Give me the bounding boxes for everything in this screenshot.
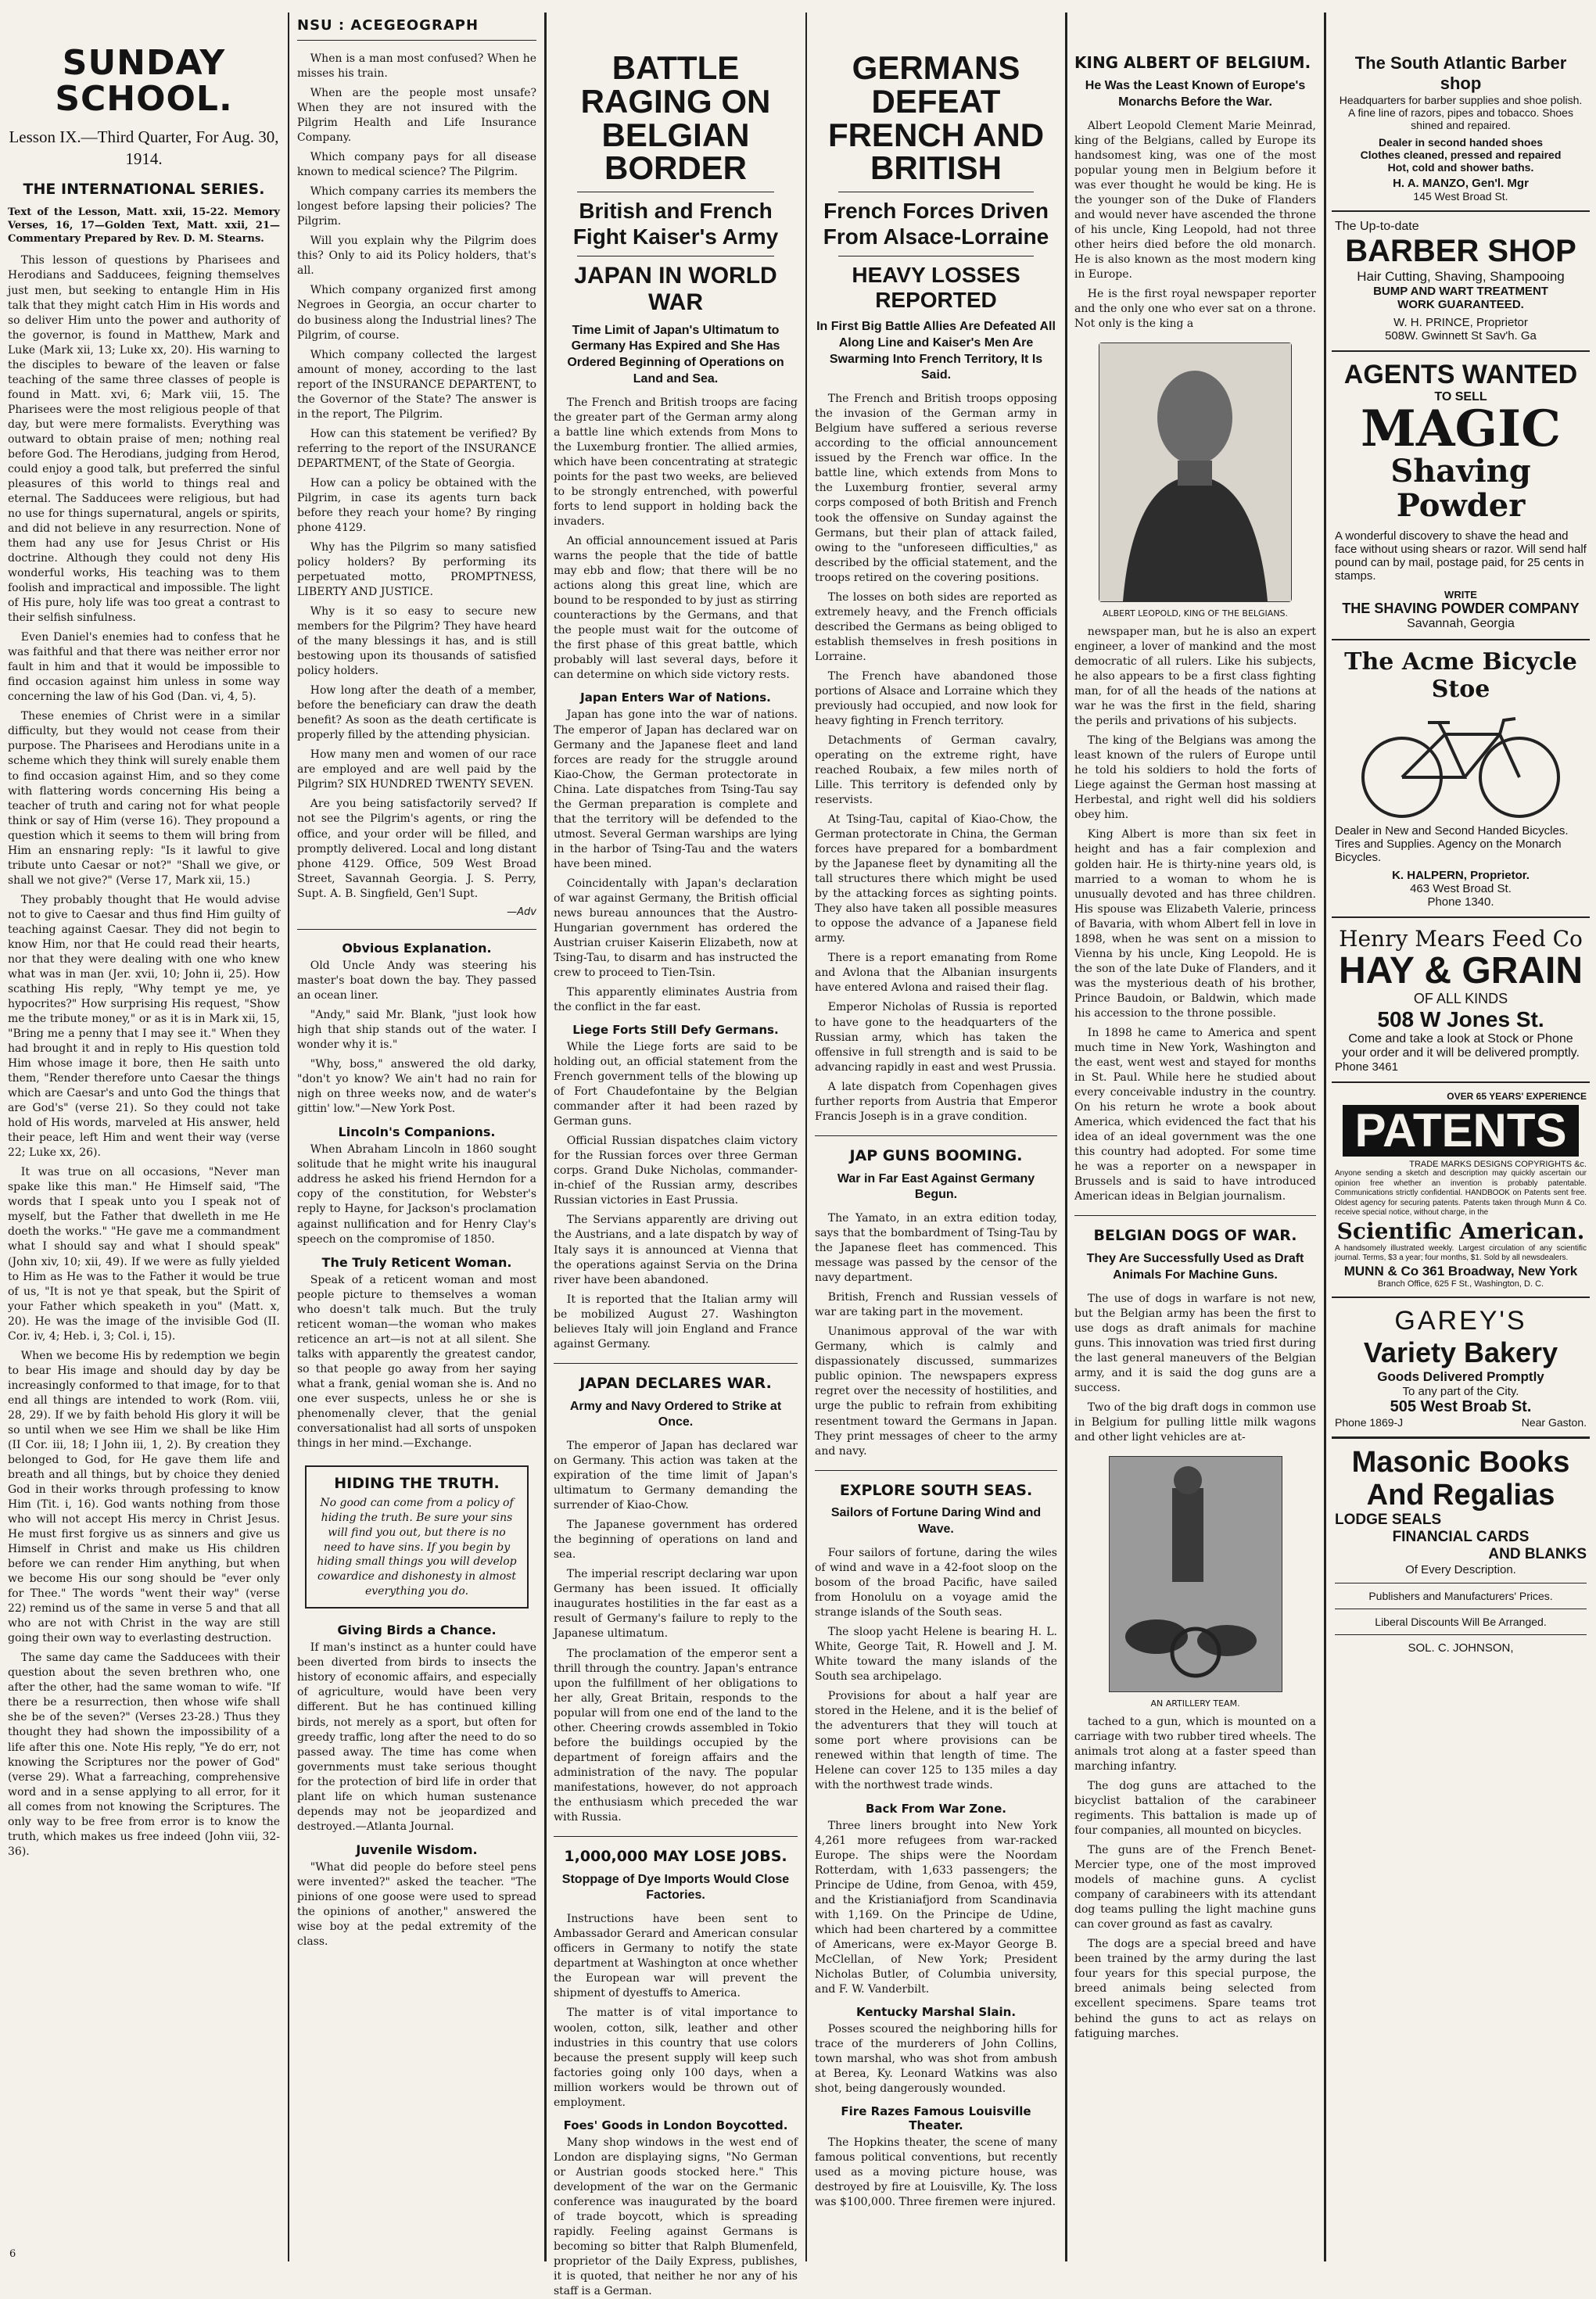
liege-paragraph: Official Russian dispatches claim victory for the Russian forces over three German corps. Grand Duke Nicholas, commander-in-chief of the Russian army, describes Russian victories in East Prussia. — [554, 1135, 798, 1207]
theater-paragraph: The Hopkins theater, the scene of many famous political conventions, but recently used as a moving picture house, was destroyed by fire at Louisville, Ky. The loss was $100,000. Three firemen were injured. — [815, 2136, 1057, 2209]
ad2-line3: WORK GUARANTEED. — [1397, 298, 1524, 311]
ad3-head: AGENTS WANTED — [1343, 360, 1578, 389]
ad8-line1: LODGE SEALS — [1335, 1512, 1442, 1529]
pilgrim-paragraph: How long after the death of a member, before the beneficiary can draw the death benefit? As soon as the death certificate is properly filled by the attending physician. — [297, 684, 536, 742]
ad7-near: Near Gaston. — [1521, 1415, 1587, 1429]
ad8-line4: Of Every Description. — [1405, 1563, 1516, 1577]
germans-headline: GERMANS DEFEAT FRENCH AND BRITISH — [827, 49, 1045, 187]
pilgrim-paragraph: Will you explain why the Pilgrim does this? Only to aid its Policy holders, that's all. — [297, 235, 536, 278]
battle-headline: BATTLE RAGING ON BELGIAN BORDER — [580, 49, 771, 187]
south-seas-title: EXPLORE SOUTH SEAS. — [839, 1481, 1033, 1499]
germans-paragraph: The French and British troops opposing the invasion of the German army in Belgium have suffered a serious reverse according to the official announcement issued by the French war office. In the battle line, which extends from Mons to the Luxemburg frontier, several army corps composed of both British and French took the offensive on Sunday against the Germans, but their plan of attack failed, owing to the "unforeseen difficulties," as described by the official statement, and the troops retired on the covering positions. — [815, 393, 1057, 584]
war-zone-paragraph: Three liners brought into New York 4,261 more refugees from war-racked Europe. The ships were the Noordam Rotterdam, with 1,633 passengers; the Principe de Udine, from Genoa, with 459, and the Kristianiafjord from Scandinavia with 1,169. On the Principe de Udine, which had been chartered by a committee of Americans, were ex-Mayor George B. McClellan, of New York; President Nicholas Butler, of Columbia university, and F. W. Vanderbilt. — [815, 1819, 1057, 1996]
pilgrim-paragraph: Which company pays for all disease known to medical science? The Pilgrim. — [297, 151, 536, 179]
marshal-title: Kentucky Marshal Slain. — [855, 2004, 1017, 2019]
king-albert-headline: KING ALBERT OF BELGIUM. — [1074, 53, 1311, 72]
artillery-icon — [1110, 1457, 1282, 1691]
ad6-firm: MUNN & Co 361 Broadway, New York — [1343, 1263, 1578, 1279]
ad7-line1: Goods Delivered Promptly — [1377, 1368, 1544, 1384]
south-seas-paragraph: Four sailors of fortune, daring the wiles of wind and wave in a 42-foot sloop on the bosom of the broad Pacific, have sailed from Honolulu on a voyage amid the strange islands of the South seas. — [815, 1547, 1057, 1619]
germans-paragraph: A late dispatch from Copenhagen gives further reports from Austria that Emperor Francis Joseph is in a grave condition. — [815, 1080, 1057, 1123]
lesson-paragraph: The same day came the Sadducees with their question about the seven brethren who, one after the other, had the same woman to wife. "If there be a resurrection, then whose wife shall she be of the seven?" (Verses 23-28.) Thus they thought they had shown the impossibility of a life after this one. Note His reply, "Ye do err, not knowing the Scriptures nor the power of God" (verse 29). What a farreaching, comprehensive word and in a sense applying to all error, for it all comes from not knowing the Scriptures. The only way to be free from error is to know the truth, which makes us free indeed (John viii, 32-36). — [8, 1652, 280, 1858]
declares-paragraph: The imperial rescript declaring war upon Germany has been issued. It officially inaugurates hostilities in the far east as a result of Germany's failure to reply to the Japanese ultimatum. — [554, 1568, 798, 1641]
ad5-address: 508 W Jones St. — [1377, 1007, 1544, 1032]
ad5-title: Henry Mears Feed Co — [1339, 926, 1583, 952]
ad6-branch: Branch Office, 625 F St., Washington, D. C. — [1377, 1279, 1544, 1289]
king-albert-deck: He Was the Least Known of Europe's Monarchs Before the War. — [1085, 79, 1306, 109]
jobs-title: 1,000,000 MAY LOSE JOBS. — [564, 1847, 787, 1865]
pilgrim-paragraph: Why is it so easy to secure new members for the Pilgrim? They have heard of the many blessings it has, and is still bestowing upon its thousands of satisfied policy holders. — [297, 605, 536, 678]
liege-paragraph: It is reported that the Italian army will be mobilized August 27. Washington believes Italy will join England and France against Germany. — [554, 1293, 798, 1350]
pilgrim-paragraph: Which company collected the largest amount of money, according to the last report of the INSURANCE DEPARTENT, to the Governor of the State? The answer is in the report, The Pilgrim. — [297, 348, 536, 421]
ad4-title: The Acme Bicycle Stoe — [1344, 648, 1577, 703]
ad7-title: GAREY'S — [1394, 1305, 1527, 1336]
boycott-title: Foes' Goods in London Boycotted. — [563, 2118, 788, 2132]
ad3-company: THE SHAVING POWDER COMPANY — [1342, 601, 1580, 616]
ad-acme-bicycle — [1332, 639, 1590, 916]
king-paragraph: Albert Leopold Clement Marie Meinrad, king of the Belgians, called by Europe its handsomest king, was one of the most popular young men in Belgium before it was ever thought he would be king. He is the younger son of the Duke of Flanders and would never have ascended the throne of his uncle, King Leopold, had not three other heirs died before the old monarch. He is also known as the most modern king in Europe. — [1074, 119, 1316, 281]
hiding-text: No good can come from a policy of hiding the truth. Be sure your sins will find you out, but there is no need to have sins. If you begin by hiding small things you will develop cowardice and dishonesty in almost everything you do. — [317, 1496, 517, 1598]
column-ads — [1325, 14, 1596, 2260]
ad2-title: BARBER SHOP — [1345, 234, 1576, 268]
lesson-paragraph: These enemies of Christ were in a similar difficulty, but they would not cease from their purpose. The Pharisees and Herodians unite in a scheme which they think will surely enable them to find occasion against Him, and so they come with flattering words concerning His being a teacher of truth and caring not for what people think or say of Him (verse 16). They propound a question which it seems to them will bring from Him an ensnaring reply: "Is it lawful to give tribute unto Caesar or not?" "Shall we give, or shall we not give?" (Verse 17, Mark xii, 15.) — [8, 710, 280, 887]
jap-guns-paragraph: Unanimous approval of the war with Germany, which is calmly and dispassionately discussed, summarizes public opinion. The newspapers express regret over the necessity of hostilities, and urge the public to refrain from exhibiting resentment toward the Germans in Japan. They print messages of cheer to the army and navy. — [815, 1325, 1057, 1458]
ad1-address: 145 West Broad St. — [1413, 190, 1508, 203]
birds-title: Giving Birds a Chance. — [337, 1623, 497, 1638]
jobs-deck: Stoppage of Dye Imports Would Close Factories. — [561, 1872, 790, 1903]
ad-barber-south-atlantic — [1332, 14, 1590, 210]
boycott-paragraph: Many shop windows in the west end of London are displaying signs, "No German or Austrian goods stocked here." This development of the war on the Germanic conference was inaugurated by the board of trade boycott, which is spreading rapidly. Feeling against Germans is becoming so bitter that Ralph Blumenfeld, proprietor of the Daily Express, publishes, it is quoted, that neither he nor any of his staff is a German. — [554, 2136, 798, 2297]
japan-paragraph: Japan has gone into the war of nations. The emperor of Japan has declared war on Germany and the Japanese fleet and land forces are ready for the struggle around Kiao-Chow, the German protectorate in China. Late dispatches from Tsing-Tau say the German preparation is complete and that the territory will be defended to the utmost. Several German warships are lying in the harbor of Tsing-Tau and the waters have been mined. — [554, 708, 798, 870]
column-pilgrim — [289, 14, 544, 2260]
ad3-to-sell: TO SELL — [1434, 390, 1487, 403]
ad2-address: 508W. Gwinnett St Sav'h. Ga — [1385, 329, 1537, 343]
obvious-paragraph: "Why, boss," answered the old darky, "don't yo know? We ain't had no rain for nigh on three weeks now, and de water's gittin' low."—New York Post. — [297, 1058, 536, 1116]
jobs-paragraph: The matter is of vital importance to woolen, cotton, silk, leather and other industries in this country that use colors because the present supply will keep such factories going only 100 days, when a million workers would be thrown out of employment. — [554, 2007, 798, 2109]
pilgrim-paragraph: Why has the Pilgrim so many satisfied policy holders? By performing its perpetuated motto, PROMPTNESS, LIBERTY AND JUSTICE. — [297, 540, 536, 599]
liege-paragraph: The Servians apparently are driving out the Austrians, and a late dispatch by way of Italy says it is announced at Vienna that the operations against Servia on the Drina river have been abandoned. — [554, 1214, 798, 1286]
ad-magic-shaving-powder — [1332, 350, 1590, 639]
king-paragraph: In 1898 he came to America and spent much time in New York, Washington and the east, went west and stayed for months in St. Paul. While here he studied about every conceivable industry in the country. On his return he wrote a book about America, which evidenced the fact that his idea of an ideal government was the one this country had adopted. For some time he was a reporter on a newspaper in Brussels and is said to have introduced American ideas in Belgian journalism. — [1074, 1026, 1316, 1203]
lesson-line: Lesson IX.—Third Quarter, For Aug. 30, 1914. — [9, 127, 279, 168]
ad7-sub: Variety Bakery — [1363, 1336, 1558, 1368]
japan-paragraph: Coincidentally with Japan's declaration of war against Germany, the British official news bureau announces that the Austro-Hungarian government has ordered the Austrian cruiser Kaiserin Elizabeth, now at Tsing-Tau, to disarm and has instructed the crew to proceed to Tien-Tsin. — [554, 877, 798, 979]
dogs-paragraph: The guns are of the French Benet-Mercier type, one of the most improved models of machine guns. A cyclist company of carabineers with its attendant dog teams pulling the light machine guns can cover ground as fast as cavalry. — [1074, 1844, 1316, 1931]
jobs-paragraph: Instructions have been sent to Ambassador Gerard and American consular officers in Germany to notify the state department at Washington at once whether the European war will prevent the shipment of dyestuffs to America. — [554, 1913, 798, 2000]
ad1-line: Dealer in second handed shoes — [1378, 136, 1544, 149]
hiding-title: HIDING THE TRUTH. — [334, 1475, 500, 1493]
ad1-owner: H. A. MANZO, Gen'l. Mgr — [1393, 177, 1529, 190]
king-albert-portrait — [1099, 343, 1292, 602]
king-paragraph: King Albert is more than six feet in height and has a fair complexion and golden hair. He is thirty-nine years old, is married to a woman to whom he is unusually devoted and has three children. His spouse was Elizabeth Valerie, princess of Bavaria, with whom Albert fell in love in 1898, when he was sent on a mission to Vienna by his uncle, King Leopold. He is the son of the late Duke of Flanders, and it was the mysterious death of his brother, Prince Baudoin, or Baldwin, which made his accession to the throne possible. — [1074, 828, 1316, 1020]
japan-paragraph: This apparently eliminates Austria from the conflict in the far east. — [554, 986, 798, 1014]
reticent-title: The Truly Reticent Woman. — [321, 1254, 512, 1270]
juvenile-title: Juvenile Wisdom. — [356, 1842, 478, 1857]
ad-patents — [1332, 1081, 1590, 1297]
battle-sub1: British and French Fight Kaiser's Army — [572, 199, 779, 249]
battle-sub2: JAPAN IN WORLD WAR — [574, 262, 777, 316]
ad4-text: Dealer in New and Second Handed Bicycles. Tires and Supplies. Agency on the Monarch Bicycles. — [1335, 824, 1569, 864]
japan-declares-deck: Army and Navy Ordered to Strike at Once. — [569, 1399, 782, 1429]
lesson-paragraph: Even Daniel's enemies had to confess that he was faithful and that there was neither error nor fault in him and that it would be impossible to find occasion against him unless in some way concerning the law of his God (Dan. vi, 4, 5). — [8, 631, 280, 704]
ad1-line: Clothes cleaned, pressed and repaired — [1360, 149, 1562, 161]
ad8-line3: AND BLANKS — [1488, 1546, 1587, 1563]
column-battle — [546, 14, 805, 2297]
germans-paragraph: At Tsing-Tau, capital of Kiao-Chow, the German protectorate in China, the German forces have prepared for a bombardment by the Japanese fleet by dynamiting all the tall structures there which might be used by the attacking forces as sighting points. They also have taken all possible measures to oppose the advance of a Japanese field army. — [815, 813, 1057, 945]
ad6-text2: A handsomely illustrated weekly. Largest circulation of any scientific journal. Terms, $3 a year; four months, $1. Sold by all newsdealers. — [1335, 1243, 1587, 1263]
ad8-title2: And Regalias — [1366, 1478, 1555, 1512]
ad8-title1: Masonic Books — [1351, 1445, 1570, 1479]
lesson-paragraph: It was true on all occasions, "Never man spake like this man." He Himself said, "The words that I speak unto you I speak not of myself, but the Father that dwelleth in me He doeth the works." "He gave me a commandment what I should say and what I should speak" (John xiv, 10; xii, 49). If we were as fully yielded to Him as He was to the Father it would be true of us, "It is not ye that speak, but the Spirit of your Father which speaketh in you" (Matt. x, 20). He was the image of the invisible God (II. Cor. iv, 4; Heb. i, 3; Col. i, 15). — [8, 1166, 280, 1343]
ad-garey-bakery — [1332, 1297, 1590, 1436]
germans-paragraph: Emperor Nicholas of Russia is reported to have gone to the headquarters of the Russian army, which has taken the offensive in full strength and is said to be advancing rapidly in east and west Prussia. — [815, 1001, 1057, 1074]
ad1-title: The South Atlantic Barber shop — [1354, 53, 1567, 93]
pilgrim-paragraph: How can this statement be verified? By referring to the report of the INSURANCE DEPARTMENT, of the State of Georgia. — [297, 427, 536, 470]
ad8-line6: Liberal Discounts Will Be Arranged. — [1375, 1616, 1547, 1629]
ad2-line1: Hair Cutting, Shaving, Shampooing — [1357, 269, 1565, 284]
birds-paragraph: If man's instinct as a hunter could have been diverted from birds to insects the history of economic affairs, and especially of agriculture, would have been very different. But he has continued killing birds, not merely as a sport, but often for greedy traffic, long after the need to do so passed away. The time has come when governments must take serious thought for the protection of bird life in order that plant life on which human sustenance depends may not be jeopardized and destroyed.—Atlanta Journal. — [297, 1641, 536, 1833]
ad-henry-mears-feed — [1332, 916, 1590, 1081]
germans-paragraph: There is a report emanating from Rome and Avlona that the Albanian insurgents have entered Avlona and raised their flag. — [815, 952, 1057, 995]
jap-guns-paragraph: The Yamato, in an extra edition today, says that the bombardment of Tsing-Tau by the Japanese fleet has commenced. This message was passed by the censor of the navy department. — [815, 1212, 1057, 1285]
germans-paragraph: Detachments of German cavalry, operating on the extreme right, have reached Roubaix, a few miles north of Lille. This territory is defended only by reservists. — [815, 733, 1057, 807]
germans-paragraph: The losses on both sides are reported as extremely heavy, and the French officials described the Germans as being obliged to establish themselves in fresh positions in Lorraine. — [815, 590, 1057, 663]
ad7-address: 505 West Broab St. — [1390, 1397, 1532, 1415]
ad7-contact-row — [1335, 1416, 1587, 1429]
dogs-title: BELGIAN DOGS OF WAR. — [1093, 1227, 1297, 1245]
declares-paragraph: The Japanese government has ordered the beginning of operations on land and sea. — [554, 1519, 798, 1562]
juvenile-paragraph: "What did people do before steel pens were invented?" asked the teacher. "The pinions of one goose were used to spread the opinions of another," answered the wise boy at the pedal extremity of the class. — [297, 1860, 536, 1949]
king-paragraph: newspaper man, but he is also an expert engineer, a lover of mankind and the most democratic of all rulers. Like his subjects, he also appears to be a first class fighting man, for of all the heads of the nations at war he was the first in the field, sharing the perils and privations of his subjects. — [1074, 626, 1316, 728]
column-germans — [807, 14, 1065, 2260]
ad3-city: Savannah, Georgia — [1407, 617, 1515, 630]
ad2-pre: The Up-to-date — [1335, 220, 1419, 233]
adv-label: —Adv — [507, 906, 536, 918]
germans-sub1: French Forces Driven From Alsace-Lorraine — [823, 199, 1049, 249]
ad8-owner: SOL. C. JOHNSON, — [1408, 1641, 1514, 1655]
king-paragraph: He is the first royal newspaper reporter and the only one who ever sat on a throne. Not only is the king a — [1074, 287, 1316, 330]
artillery-caption: AN ARTILLERY TEAM. — [1150, 1698, 1240, 1709]
ad4-owner: K. HALPERN, Proprietor. — [1392, 869, 1530, 882]
liege-title: Liege Forts Still Defy Germans. — [572, 1023, 779, 1038]
ad5-kinds: OF ALL KINDS — [1413, 991, 1508, 1007]
pilgrim-paragraph: Are you being satisfactorily served? If not see the Pilgrim's agents, or ring the office, and your order will be filled, and promptly delivered. Local and long distant phone 4129. Office, 509 West Broad Street, Savannah Georgia. J. S. Perry, Supt. A. B. Singfield, Gen'l Supt. — [297, 798, 536, 900]
dogs-paragraph: The dog guns are attached to the bicyclist battalion of the carabineer regiments. This battalion is made up of four companies, all mounted on bicycles. — [1074, 1780, 1316, 1838]
dogs-deck: They Are Successfully Used as Draft Animals For Machine Guns. — [1086, 1252, 1304, 1282]
artillery-team-photo — [1109, 1456, 1282, 1692]
pilgrim-paragraph: Which company organized first among Negroes in Georgia, an occur charter to do business along the Industrial lines? The Pilgrim, of course. — [297, 284, 536, 342]
ad3-title1: MAGIC — [1360, 400, 1562, 458]
ad3-title2: Shaving Powder — [1390, 453, 1531, 524]
dogs-paragraph: The use of dogs in warfare is not new, but the Belgian army has been the first to use dogs as draft animals for machine guns. This innovation was tried first during the last general maneuvers of the Belgian army, and it is said the dog guns are a success. — [1074, 1292, 1316, 1394]
ad6-title: PATENTS — [1343, 1105, 1579, 1157]
hiding-truth-box — [305, 1465, 529, 1609]
pilgrim-paragraph: How many men and women of our race are employed and are well paid by the Pilgrim? SIX HUNDRED TWENTY SEVEN. — [297, 748, 536, 791]
lesson-paragraph: When we become His by redemption we begin to bear His image and should day by day be increasingly conformed to that image, for to that end all things are intended to work (Rom. viii, 28, 29). If we by faith behold His glory it will be so until when we see Him we shall be like Him (II Cor. iii, 18; I John iii, 1, 2). By creation they belonged to God, for He gave them life and breath and all things, but by choice they denied God in their works through professing to know Him (Tit. i, 16). God wants nothing from those who will not accept His mercy in Christ Jesus. He must first forgive us as sinners and give us Himself in Christ and make us His children before we can render Him anything, but when we become His our song should be "ever only for Thee." The words "went their way" (verse 22) remind us of the same in verse 5 and that all who are not with Christ in the way are still going their own way to everlasting destruction. — [8, 1349, 280, 1645]
ad6-paper: Scientific American. — [1336, 1218, 1585, 1244]
dogs-paragraph: The dogs are a special breed and have been trained by the army during the last four years for this special purpose, the breed animals being selected from excellent specimens. Spare teams trot behind the guns to act as relays on fatiguing marches. — [1074, 1938, 1316, 2040]
dogs-paragraph: tached to a gun, which is mounted on a carriage with two rubber tired wheels. The animals trot along at a faster speed than marching infantry. — [1074, 1715, 1316, 1774]
pilgrim-paragraph: When is a man most confused? When he misses his train. — [297, 52, 536, 81]
portrait-icon — [1099, 343, 1291, 601]
column-king-albert — [1067, 14, 1324, 2260]
jap-guns-deck: War in Far East Against Germany Begun. — [837, 1171, 1035, 1202]
theater-title: Fire Razes Famous Louisville Theater. — [841, 2104, 1031, 2133]
ad1-line: Headquarters for barber supplies and shoe polish. A fine line of razors, pipes and tobacco. Shoes shined and repaired. — [1339, 94, 1583, 131]
ad5-text: Come and take a look at Stock or Phone your order and it will be delivered promptly. — [1342, 1032, 1580, 1060]
ad5-big: HAY & GRAIN — [1338, 950, 1583, 992]
liege-paragraph: While the Liege forts are said to be holding out, an official statement from the French government tells of the blowing up of Fort Chaudefontaine by the Belgian commander after it had been razed by German guns. — [554, 1041, 798, 1128]
ad4-phone: Phone 1340. — [1427, 895, 1494, 909]
ad8-line5: Publishers and Manufacturers' Prices. — [1368, 1590, 1553, 1603]
marshal-paragraph: Posses scoured the neighboring hills for trace of the murderers of John Collins, town marshal, who was shot from ambush at Berea, Ky. Leonard Watkins was also shot, being dangerously wounded. — [815, 2022, 1057, 2095]
germans-sub2: HEAVY LOSSES REPORTED — [852, 262, 1020, 312]
declares-paragraph: The proclamation of the emperor sent a thrill through the country. Japan's entrance upon the fulfillment of her obligations to her ally, Great Britain, responds to the popular will from one end of the land to the other. Cheering crowds assembled in Tokio before the buildings occupied by the department of foreign affairs and the administration of the navy. The popular manifestations, however, do not approach the enthusiasm which preceded the war with Russia. — [554, 1647, 798, 1824]
ad7-line2: To any part of the City. — [1402, 1384, 1519, 1398]
dogs-paragraph: Two of the big draft dogs in common use in Belgium for pulling little milk wagons and other light vehicles are at- — [1074, 1401, 1316, 1444]
reticent-paragraph: Speak of a reticent woman and most people picture to themselves a woman who doesn't talk much. But the truly reticent woman—the woman who makes reticence an art—is not at all silent. She talks with apparently the greatest candor, so that people go away from her saying what a frank, genial woman she is. And no one ever suspects, unless he or she is phenomenally clever, that the genial conversationalist had all sorts of unspoken things in her mind.—Exchange. — [297, 1273, 536, 1451]
pilgrim-paragraph: When are the people most unsafe? When they are not insured with the Pilgrim Health and Life Insurance Company. — [297, 87, 536, 145]
column-sunday-school — [0, 14, 288, 2260]
south-seas-paragraph: The sloop yacht Helene is bearing H. L. White, George Tait, R. Howell and J. M. White toward the many islands of the South sea archipelago. — [815, 1626, 1057, 1684]
battle-paragraph: The French and British troops are facing the greater part of the German army along a battle line which extends from Mons to the Luxemburg frontier. The allied armies, which have been concentrating at strategic points for the past two weeks, are believed to be strongly entrenched, with powerful forts to lend support in holding back the invaders. — [554, 396, 798, 529]
south-seas-deck: Sailors of Fortune Daring Wind and Wave. — [830, 1506, 1042, 1537]
germans-paragraph: The French have abandoned those portions of Alsace and Lorraine which they previously had occupied, and now look for heavy fighting in French territory. — [815, 669, 1057, 727]
battle-paragraph: An official announcement issued at Paris warns the people that the tide of battle may ebb and flow; that there will be no actions along this great line, which are bound to be responded to by just as stirring counteractions by the Germans, and that the people must wait for the outcome of the first phase of this great battle, which probably will last several days, before it can determine on which side victory rests. — [554, 535, 798, 682]
ad4-address: 463 West Broad St. — [1410, 882, 1512, 895]
pilgrim-paragraph: How can a policy be obtained with the Pilgrim, in case its agents turn back before they reach your home? By ringing phone 4129. — [297, 476, 536, 534]
obvious-paragraph: Old Uncle Andy was steering his master's boat down the bay. They passed an ocean liner. — [297, 959, 536, 1002]
ad2-owner: W. H. PRINCE, Proprietor — [1393, 316, 1528, 329]
ad-masonic-books — [1332, 1436, 1590, 1663]
germans-deck: In First Big Battle Allies Are Defeated All Along Line and Kaiser's Men Are Swarming Into French Territory, It Is Said. — [816, 320, 1056, 382]
lincoln-paragraph: When Abraham Lincoln in 1860 sought solitude that he might write his inaugural address he asked his friend Herndon for a copy of the constitution, for Webster's reply to Hayne, for Jackson's proclamation against nullification and for Henry Clay's speech on the compromise of 1850. — [297, 1143, 536, 1246]
series-title: THE INTERNATIONAL SERIES. — [23, 180, 265, 198]
battle-deck: Time Limit of Japan's Ultimatum to Germany Has Expired and She Has Ordered Beginning of Operations on Land and Sea. — [567, 323, 784, 386]
king-photo-caption: ALBERT LEOPOLD, KING OF THE BELGIANS. — [1102, 608, 1289, 619]
ad8-line2: FINANCIAL CARDS — [1392, 1529, 1530, 1546]
south-seas-paragraph: Provisions for about a half year are stored in the Helene, and it is the belief of the adventurers that they will touch at some port where provisions can be renewed within that length of time. The Helene can cover 125 to 135 miles a day with the northwest trade winds. — [815, 1690, 1057, 1792]
bicycle-icon — [1351, 703, 1570, 820]
ad1-line: Hot, cold and shower baths. — [1387, 161, 1534, 174]
jap-guns-paragraph: British, French and Russian vessels of war are taking part in the movement. — [815, 1291, 1057, 1319]
obvious-paragraph: "Andy," said Mr. Blank, "just look how high that ship stands out of the water. I wonder why it is." — [297, 1008, 536, 1051]
ad6-text: Anyone sending a sketch and description may quickly ascertain our opinion free whether an invention is probably patentable. Communications strictly confidential. HANDBOOK on Patents sent free. Oldest agency for securing patents. Patents taken through Munn & Co. receive special notice, without charge, in the — [1335, 1169, 1587, 1218]
page-number: 6 — [9, 2248, 16, 2260]
ad6-marks: TRADE MARKS DESIGNS COPYRIGHTS &c. — [1409, 1160, 1587, 1170]
lesson-paragraph: This lesson of questions by Pharisees and Herodians and Sadducees, feigning themselves just men, but seeking to entangle Him in His talk that they might catch Him in His words and so deliver Him unto the power and authority of the governor, is found in Matthew, Mark and Luke (Mark xii, 13; Luke xx, 20). His warning to the disciples to beware of the leaven or false teaching of the same three classes of people is found in Matt. xvi, 6; Mark viii, 15. The Pharisees were the most religious people of that day, but were mere formalists. Everything was outward to obtain praise of men; nothing real before God. The Herodians, judging from Herod, could enjoy a good talk, but preferred the sinful pleasures of this world to things real and eternal. The Sadducees were religious, but had no use for things supernatural, angels or spirits, and did not believe in any resurrection. None of them had any use for Jesus Christ or His doctrine. Although they could not deny His wonderful works, His teaching was to them foolish and impractical and impossible. The light of His pure, holy life was too great a contrast to their selfish sinfulness. — [8, 254, 280, 625]
lincoln-title: Lincoln's Companions. — [338, 1124, 496, 1140]
ad7-phone: Phone 1869-J — [1335, 1415, 1404, 1429]
ad3-write: WRITE — [1444, 589, 1477, 601]
sunday-school-title: SUNDAY SCHOOL. — [55, 43, 233, 120]
japan-declares-title: JAPAN DECLARES WAR. — [579, 1374, 772, 1392]
ad-up-to-date-barber — [1332, 210, 1590, 350]
ad2-line2: BUMP AND WART TREATMENT — [1373, 285, 1548, 298]
lesson-intro: Text of the Lesson, Matt. xxii, 15-22. Memory Verses, 16, 17—Golden Text, Matt. xxii, 21—Commentary Prepared by Rev. D. M. Stearns. — [8, 206, 280, 246]
pilgrim-paragraph: Which company carries its members the longest before lapsing their policies? The Pilgrim. — [297, 185, 536, 228]
ad5-phone: Phone 3461 — [1335, 1060, 1398, 1074]
king-paragraph: The king of the Belgians was among the least known of the rulers of Europe until he told his soldiers to hold the forts of Liege against the German host massing at Herbestal, and right well did his soldiers obey him. — [1074, 734, 1316, 822]
jap-guns-title: JAP GUNS BOOMING. — [849, 1146, 1023, 1164]
war-zone-title: Back From War Zone. — [866, 1801, 1006, 1816]
masthead: NSU : ACEGEOGRAPH — [297, 17, 479, 34]
japan-enters-title: Japan Enters War of Nations. — [580, 690, 771, 705]
obvious-title: Obvious Explanation. — [342, 940, 492, 956]
ad6-top: OVER 65 YEARS' EXPERIENCE — [1447, 1091, 1587, 1103]
ad3-text: A wonderful discovery to shave the head and face without using shears or razor. Will send half pound can by mail, postage paid, for 25 cents in stamps. — [1335, 529, 1587, 583]
lesson-paragraph: They probably thought that He would advise not to give to Caesar and thus find Him guilty of teaching against Caesar. They did not begin to know Him, nor that He could read their hearts, nor that they were dealing with one who knew what was in man (Jer. xvii, 10; John ii, 25). How scathing His reply, "Why tempt ye me, ye hypocrites?" How surprising His request, "Show me the tribute money," or as it is in Mark xii, 15, "Bring me a penny that I may see it." When they had brought it and in reply to His question told Him whose image it bore, then He saith unto them, "Render therefore unto Caesar the things which are Caesar's and unto God the things that are God's" (verse 21). So they could not take hold of His words, marveled at His answer, held their peace, left Him and went their way (verse 22; Luke xx, 26). — [8, 893, 280, 1160]
declares-paragraph: The emperor of Japan has declared war on Germany. This action was taken at the expiration of the time limit of Japan's ultimatum to Germany demanding the surrender of Kiao-Chow. — [554, 1440, 798, 1512]
